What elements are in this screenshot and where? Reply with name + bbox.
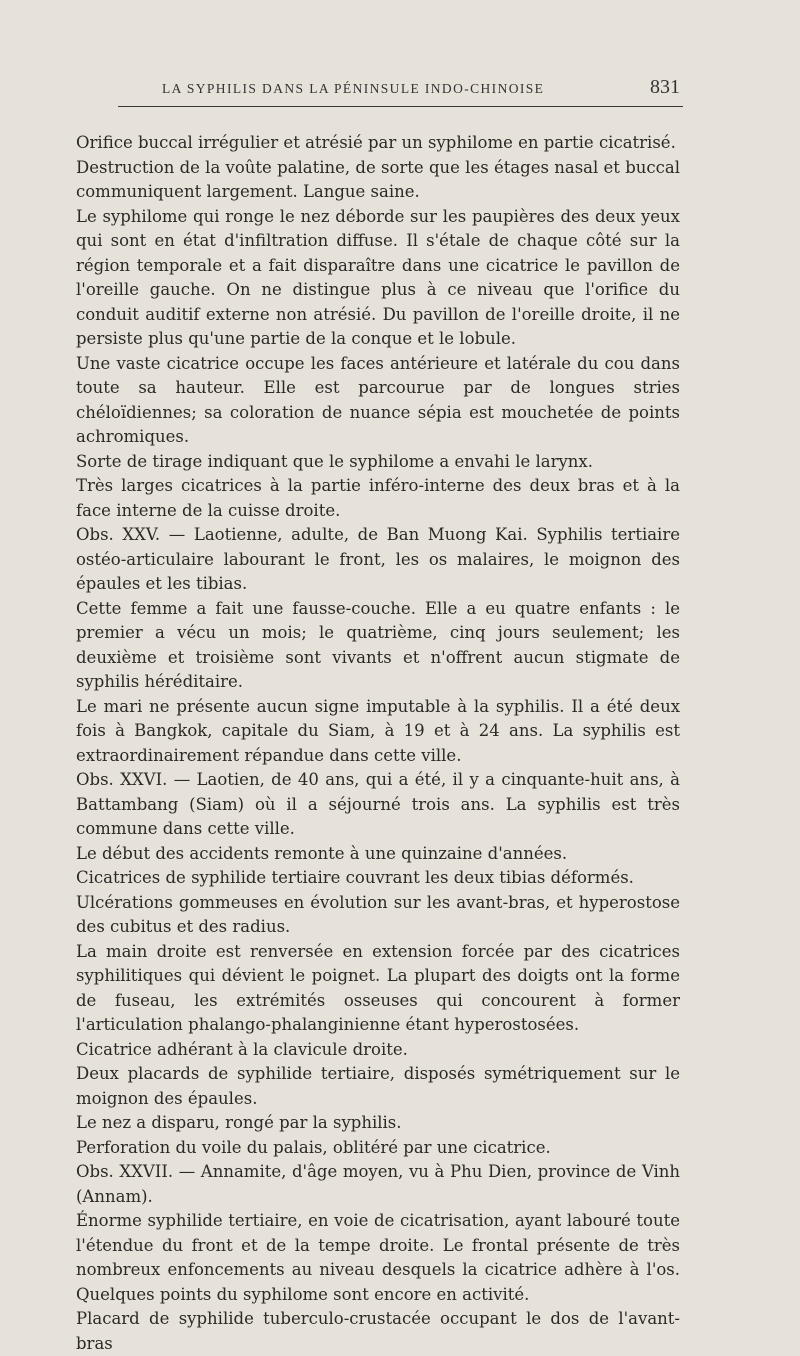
paragraph: Orifice buccal irrégulier et atrésié par un syphilome en partie cicatrisé. [76,133,676,152]
paragraph: La main droite est renversée en extension forcée par des cicatrices syphilitiques qui dévient le poignet. La plupart des doigts ont la forme de fuseau, les extrémités osseuses qui concourent à former l'articulation phalango-phalanginienne étant hyperostosées. [76,941,680,1034]
header-rule [118,106,683,107]
paragraph: Sorte de tirage indiquant que le syphilome a envahi le larynx. [76,451,593,471]
paragraph: Cette femme a fait une fausse-couche. Elle a eu quatre enfants : le premier a vécu un mois; le quatrième, cinq jours seulement; les deuxième et troisième sont vivants et n'offrent aucun stigmate de syphilis héréditaire. [76,598,680,691]
paragraph: Destruction de la voûte palatine, de sorte que les étages nasal et buccal communiquent largement. Langue saine. [76,157,680,201]
paragraph: Très larges cicatrices à la partie inféro-interne des deux bras et à la face interne de la cuisse droite. [76,476,680,520]
paragraph: Ulcérations gommeuses en évolution sur les avant-bras, et hyperostose des cubitus et des radius. [76,892,680,936]
running-header [120,76,680,102]
paragraph: Cicatrices de syphilide tertiaire couvrant les deux tibias déformés. [76,868,634,887]
paragraph: Le nez a disparu, rongé par la syphilis. [76,1113,402,1132]
paragraph: Le mari ne présente aucun signe imputable à la syphilis. Il a été deux fois à Bangkok, capitale du Siam, à 19 et à 24 ans. La syphilis est extraordinairement répandue dans cette ville. [76,696,680,765]
paragraph: Une vaste cicatrice occupe les faces antérieure et latérale du cou dans toute sa hauteur. Elle est parcourue par de longues stries chéloïdiennes; sa coloration de nuance sépia est mouchetée de points achromiques. [76,353,680,446]
page-number: 831 [650,76,680,98]
paragraph: Le syphilome qui ronge le nez déborde sur les paupières des deux yeux qui sont en état d'infiltration diffuse. Il s'étale de chaque côté sur la région temporale et a fait disparaître dans une cicatrice le pavillon de l'oreille gauche. On ne distingue plus à ce niveau que l'orifice du conduit auditif externe non atrésié. Du pavillon de l'oreille droite, il ne persiste plus qu'une partie de la conque et le lobule. [76,206,680,348]
observation-paragraph: Obs. XXVI. — Laotien, de 40 ans, qui a été, il y a cinquante-huit ans, à Battambang (Siam) où il a séjourné trois ans. La syphilis est très commune dans cette ville. [76,770,680,838]
paragraph: Deux placards de syphilide tertiaire, disposés symétriquement sur le moignon des épaules. [76,1064,680,1108]
body-text [76,131,680,1356]
paragraph: Le début des accidents remonte à une quinzaine d'années. [76,843,568,863]
paragraph: Placard de syphilide tuberculo-crustacée occupant le dos de l'avant-bras [76,1309,680,1353]
running-title: LA SYPHILIS DANS LA PÉNINSULE INDO-CHINOISE [162,81,545,96]
paragraph: Perforation du voile du palais, oblitéré par une cicatrice. [76,1137,551,1157]
observation-paragraph: Obs. XXVII. — Annamite, d'âge moyen, vu à Phu Dien, province de Vinh (Annam). [76,1162,680,1206]
observation-paragraph: Obs. XXV. — Laotienne, adulte, de Ban Muong Kai. Syphilis tertiaire ostéo-articulaire labourant le front, les os malaires, le moignon des épaules et les tibias. [76,525,680,593]
paragraph: Cicatrice adhérant à la clavicule droite. [76,1039,408,1059]
paragraph: Énorme syphilide tertiaire, en voie de cicatrisation, ayant labouré toute l'étendue du front et de la tempe droite. Le frontal présente de très nombreux enfoncements au niveau desquels la cicatrice adhère à l'os. Quelques points du syphilome sont encore en activité. [76,1211,680,1304]
